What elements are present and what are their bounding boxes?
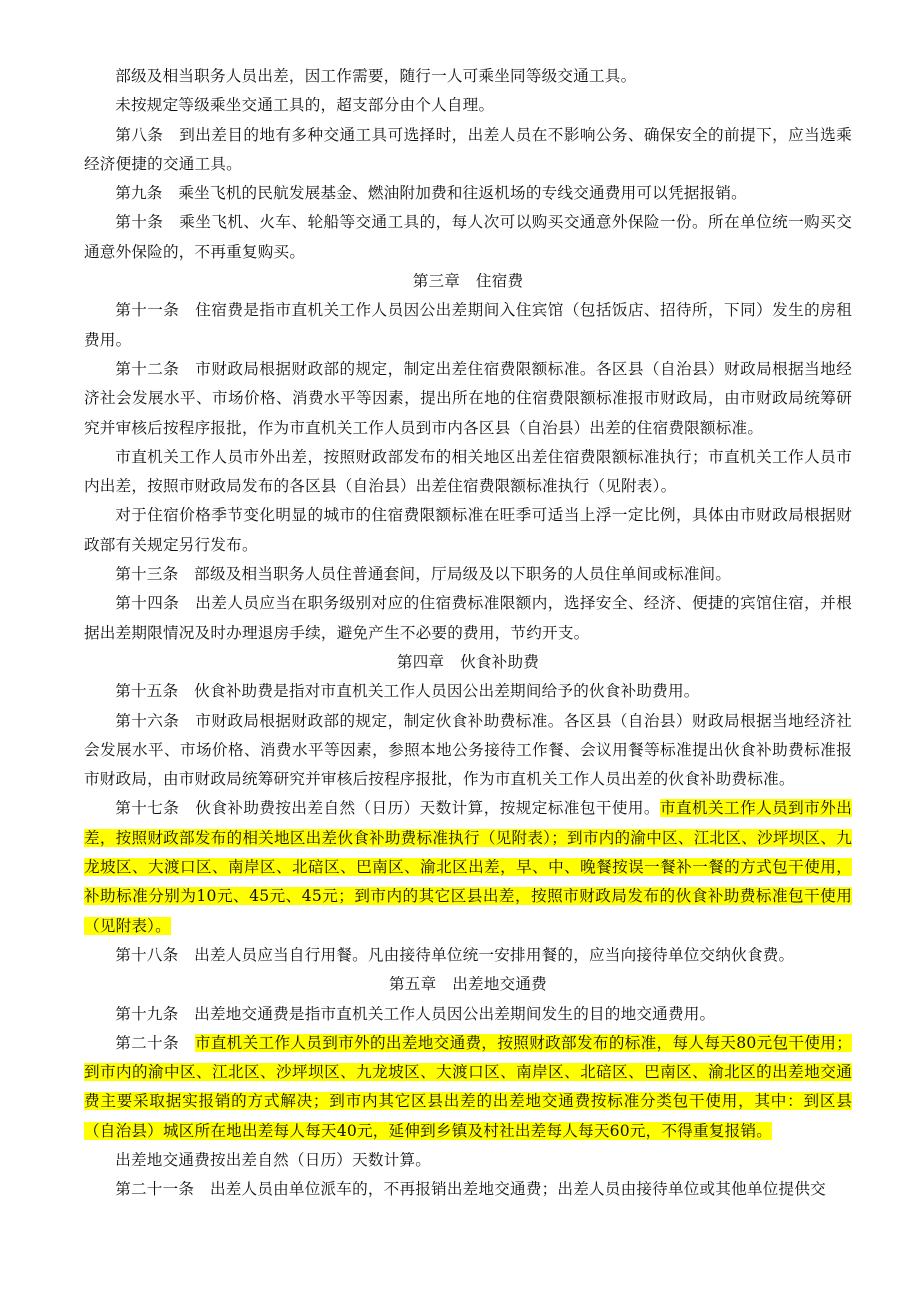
paragraph: 市直机关工作人员市外出差，按照财政部发布的相关地区出差住宿费限额标准执行；市直机关工作人员市内出差，按照市财政局发布的各区县（自治县）出差住宿费限额标准执行（见附表）。 <box>84 447 852 496</box>
chapter-heading-3: 第三章 住宿费 <box>412 272 524 291</box>
paragraph: 对于住宿价格季节变化明显的城市的住宿费限额标准在旺季可适当上浮一定比例，具体由市财政局根据财政部有关规定另行发布。 <box>84 506 852 554</box>
paragraph: 部级及相当职务人员出差，因工作需要，随行一人可乘坐同等级交通工具。 <box>115 67 637 85</box>
paragraph-article-9: 第九条 乘坐飞机的民航发展基金、燃油附加费和往返机场的专线交通费用可以凭据报销。 <box>115 184 747 203</box>
highlighted-text: 市直机关工作人员到市外出差，按照财政部发布的相关地区出差伙食补助费标准执行（见附表）；到市内的渝中区、江北区、沙坪坝区、九龙坡区、大渡口区、南岸区、北碚区、巴南区、渝北区出差，早、中、晚餐按误一餐补一餐的方式包干使用，补助标准分别为10元、45元、45元；到市内的其它区县出差，按照市财政局发布的伙食补助费标准包干使用（见附表）。 <box>84 799 852 935</box>
paragraph-article-12: 第十二条 市财政局根据财政部的规定，制定出差住宿费限额标准。各区县（自治县）财政局根据当地经济社会发展水平、市场价格、消费水平等因素，提出所在地的住宿费限额标准报市财政局，由市财政局统筹研究并审核后按程序报批，作为市直机关工作人员到市内各区县（自治县）出差的住宿费限额标准。 <box>84 359 852 437</box>
paragraph-text: 第二十条 <box>115 1033 195 1052</box>
paragraph-article-21: 第二十一条 出差人员由单位派车的，不再报销出差地交通费；出差人员由接待单位或其他单位提供交 <box>115 1180 826 1199</box>
paragraph-article-8: 第八条 到出差目的地有多种交通工具可选择时，出差人员在不影响公务、确保安全的前提下，应当选乘经济便捷的交通工具。 <box>84 125 852 173</box>
paragraph-article-19: 第十九条 出差地交通费是指市直机关工作人员因公出差期间发生的目的地交通费用。 <box>115 1004 716 1023</box>
document-page <box>84 62 852 1205</box>
paragraph-article-13: 第十三条 部级及相当职务人员住普通套间，厅局级及以下职务的人员住单间或标准间。 <box>115 565 732 584</box>
highlighted-text: 市直机关工作人员到市外的出差地交通费，按照财政部发布的标准，每人每天80元包干使用；到市内的渝中区、江北区、沙坪坝区、九龙坡区、大渡口区、南岸区、北碚区、巴南区、渝北区的出差地交通费主要采取据实报销的方式解决；到市内其它区县出差的出差地交通费按标准分类包干使用，其中：到区县（自治县）城区所在地出差每人每天40元，延伸到乡镇及村社出差每人每天60元，不得重复报销。 <box>84 1033 852 1140</box>
paragraph-article-10: 第十条 乘坐飞机、火车、轮船等交通工具的，每人次可以购买交通意外保险一份。所在单位统一购买交通意外保险的，不再重复购买。 <box>84 213 852 261</box>
chapter-heading-5: 第五章 出差地交通费 <box>389 975 547 994</box>
paragraph-article-16: 第十六条 市财政局根据财政部的规定，制定伙食补助费标准。各区县（自治县）财政局根据当地经济社会发展水平、市场价格、消费水平等因素，参照本地公务接待工作餐、会议用餐等标准提出伙食补助费标准报市财政局，由市财政局统筹研究并审核后按程序报批，作为市直机关工作人员出差的伙食补助费标准。 <box>84 711 852 789</box>
paragraph-article-11: 第十一条 住宿费是指市直机关工作人员因公出差期间入住宾馆（包括饭店、招待所，下同）发生的房租费用。 <box>84 301 852 349</box>
paragraph-article-14: 第十四条 出差人员应当在职务级别对应的住宿费标准限额内，选择安全、经济、便捷的宾馆住宿，并根据出差期限情况及时办理退房手续，避免产生不必要的费用，节约开支。 <box>84 594 852 642</box>
chapter-heading-4: 第四章 伙食补助费 <box>396 652 540 671</box>
paragraph-article-18: 第十八条 出差人员应当自行用餐。凡由接待单位统一安排用餐的，应当向接待单位交纳伙食费。 <box>115 945 795 964</box>
paragraph-article-20 <box>84 1029 852 1146</box>
paragraph: 出差地交通费按出差自然（日历）天数计算。 <box>115 1150 432 1169</box>
paragraph-article-15: 第十五条 伙食补助费是指对市直机关工作人员因公出差期间给予的伙食补助费用。 <box>115 682 700 701</box>
paragraph: 未按规定等级乘坐交通工具的，超支部分由个人自理。 <box>115 96 495 115</box>
paragraph-article-17 <box>84 794 852 940</box>
paragraph-text: 第十七条 伙食补助费按出差自然（日历）天数计算，按规定标准包干使用。 <box>115 799 660 818</box>
